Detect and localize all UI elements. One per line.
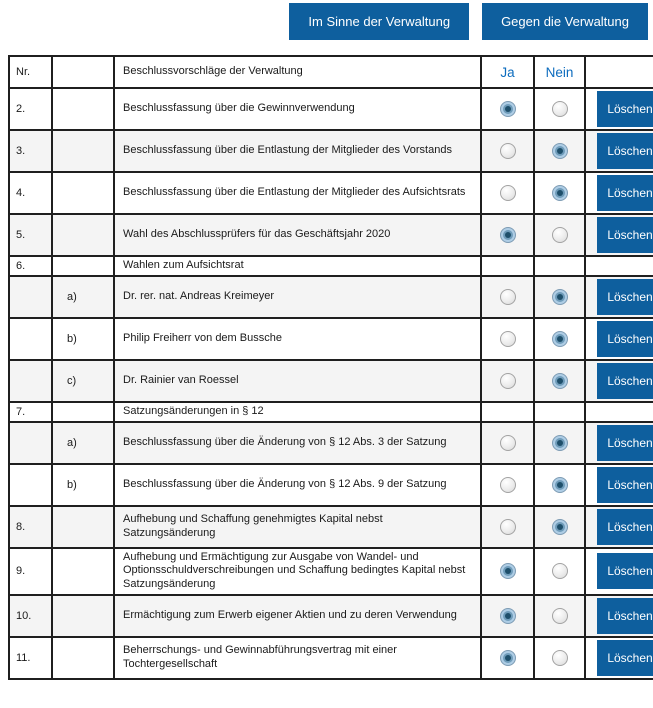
table-row	[9, 506, 653, 548]
nein-cell	[534, 276, 585, 318]
delete-button[interactable]: Löschen	[597, 425, 653, 461]
row-number: 6.	[9, 256, 52, 276]
delete-button[interactable]: Löschen	[597, 175, 653, 211]
proposal-text: Aufhebung und Ermächtigung zur Ausgabe von Wandel- und Optionsschuldverschreibungen und Schaffung bedingtes Kapital nebst Satzungsänderung	[114, 548, 481, 595]
ja-cell	[481, 422, 534, 464]
table-row	[9, 88, 653, 130]
nein-cell	[534, 172, 585, 214]
group-row	[9, 256, 653, 276]
nein-radio[interactable]	[552, 435, 568, 451]
delete-button[interactable]: Löschen	[597, 279, 653, 315]
action-cell	[585, 172, 653, 214]
radio-dot-icon	[505, 232, 511, 238]
ja-cell	[481, 360, 534, 402]
proposal-text: Aufhebung und Schaffung genehmigtes Kapital nebst Satzungsänderung	[114, 506, 481, 548]
table-row	[9, 464, 653, 506]
radio-dot-icon	[557, 190, 563, 196]
nein-cell	[534, 548, 585, 595]
im-sinne-der-verwaltung-button[interactable]: Im Sinne der Verwaltung	[289, 3, 469, 40]
row-number	[9, 276, 52, 318]
nein-radio[interactable]	[552, 373, 568, 389]
nein-radio[interactable]	[552, 519, 568, 535]
ja-cell	[481, 318, 534, 360]
proposal-text: Beherrschungs- und Gewinnabführungsvertrag mit einer Tochtergesellschaft	[114, 637, 481, 679]
bulk-vote-buttons	[0, 0, 653, 40]
table-row	[9, 548, 653, 595]
nein-cell	[534, 256, 585, 276]
row-number: 11.	[9, 637, 52, 679]
delete-button[interactable]: Löschen	[597, 363, 653, 399]
radio-dot-icon	[505, 613, 511, 619]
row-letter	[52, 214, 114, 256]
nein-cell	[534, 318, 585, 360]
table-row	[9, 130, 653, 172]
group-row	[9, 402, 653, 422]
nein-cell	[534, 637, 585, 679]
action-cell	[585, 214, 653, 256]
column-header-nein: Nein	[534, 56, 585, 88]
table-row	[9, 318, 653, 360]
radio-dot-icon	[505, 106, 511, 112]
delete-button[interactable]: Löschen	[597, 133, 653, 169]
row-letter	[52, 130, 114, 172]
radio-dot-icon	[557, 378, 563, 384]
action-cell	[585, 88, 653, 130]
proposal-text: Satzungsänderungen in § 12	[114, 402, 481, 422]
radio-dot-icon	[557, 336, 563, 342]
proposal-text: Beschlussfassung über die Entlastung der Mitglieder des Vorstands	[114, 130, 481, 172]
ja-radio[interactable]	[500, 185, 516, 201]
row-number: 5.	[9, 214, 52, 256]
radio-dot-icon	[557, 440, 563, 446]
nein-cell	[534, 130, 585, 172]
action-cell	[585, 318, 653, 360]
row-letter	[52, 172, 114, 214]
nein-radio[interactable]	[552, 563, 568, 579]
row-letter	[52, 506, 114, 548]
nein-cell	[534, 402, 585, 422]
proposals-table	[8, 55, 653, 680]
proposal-text: Beschlussfassung über die Entlastung der Mitglieder des Aufsichtsrats	[114, 172, 481, 214]
proposal-text: Wahl des Abschlussprüfers für das Geschäftsjahr 2020	[114, 214, 481, 256]
row-number	[9, 422, 52, 464]
proposal-text: Dr. rer. nat. Andreas Kreimeyer	[114, 276, 481, 318]
column-header-proposals: Beschlussvorschläge der Verwaltung	[114, 56, 481, 88]
row-number: 10.	[9, 595, 52, 637]
row-letter	[52, 595, 114, 637]
row-number: 2.	[9, 88, 52, 130]
delete-button[interactable]: Löschen	[597, 509, 653, 545]
row-number	[9, 464, 52, 506]
nein-radio[interactable]	[552, 650, 568, 666]
table-row	[9, 172, 653, 214]
nein-radio[interactable]	[552, 143, 568, 159]
row-number: 7.	[9, 402, 52, 422]
row-letter	[52, 88, 114, 130]
delete-button[interactable]: Löschen	[597, 598, 653, 634]
delete-button[interactable]: Löschen	[597, 321, 653, 357]
action-cell	[585, 506, 653, 548]
action-cell	[585, 637, 653, 679]
ja-radio[interactable]	[500, 227, 516, 243]
proposal-text: Beschlussfassung über die Gewinnverwendung	[114, 88, 481, 130]
row-letter: b)	[52, 464, 114, 506]
proposal-text: Philip Freiherr von dem Bussche	[114, 318, 481, 360]
ja-cell	[481, 276, 534, 318]
delete-button[interactable]: Löschen	[597, 553, 653, 589]
ja-radio[interactable]	[500, 289, 516, 305]
proposal-text: Dr. Rainier van Roessel	[114, 360, 481, 402]
row-number: 8.	[9, 506, 52, 548]
row-letter: c)	[52, 360, 114, 402]
action-cell	[585, 402, 653, 422]
ja-cell	[481, 130, 534, 172]
ja-radio[interactable]	[500, 608, 516, 624]
nein-radio[interactable]	[552, 185, 568, 201]
ja-cell	[481, 595, 534, 637]
row-letter	[52, 637, 114, 679]
row-letter: b)	[52, 318, 114, 360]
radio-dot-icon	[557, 524, 563, 530]
ja-cell	[481, 464, 534, 506]
ja-cell	[481, 506, 534, 548]
nein-cell	[534, 464, 585, 506]
row-letter	[52, 402, 114, 422]
ja-radio[interactable]	[500, 435, 516, 451]
proposal-text: Wahlen zum Aufsichtsrat	[114, 256, 481, 276]
ja-radio[interactable]	[500, 519, 516, 535]
gegen-die-verwaltung-button[interactable]: Gegen die Verwaltung	[482, 3, 648, 40]
action-cell	[585, 548, 653, 595]
row-number: 4.	[9, 172, 52, 214]
delete-button[interactable]: Löschen	[597, 467, 653, 503]
proposal-text: Beschlussfassung über die Änderung von § 12 Abs. 9 der Satzung	[114, 464, 481, 506]
radio-dot-icon	[505, 568, 511, 574]
column-header-action	[585, 56, 653, 88]
row-letter	[52, 256, 114, 276]
table-row	[9, 595, 653, 637]
ja-cell	[481, 172, 534, 214]
nein-radio[interactable]	[552, 608, 568, 624]
table-row	[9, 360, 653, 402]
delete-button[interactable]: Löschen	[597, 217, 653, 253]
ja-cell	[481, 214, 534, 256]
action-cell	[585, 256, 653, 276]
action-cell	[585, 595, 653, 637]
nein-radio[interactable]	[552, 289, 568, 305]
nein-cell	[534, 214, 585, 256]
column-header-letter	[52, 56, 114, 88]
ja-cell	[481, 256, 534, 276]
ja-radio[interactable]	[500, 563, 516, 579]
table-row	[9, 637, 653, 679]
proposal-text: Beschlussfassung über die Änderung von § 12 Abs. 3 der Satzung	[114, 422, 481, 464]
nein-cell	[534, 422, 585, 464]
ja-radio[interactable]	[500, 373, 516, 389]
ja-radio[interactable]	[500, 650, 516, 666]
delete-button[interactable]: Löschen	[597, 91, 653, 127]
ja-radio[interactable]	[500, 101, 516, 117]
ja-cell	[481, 88, 534, 130]
delete-button[interactable]: Löschen	[597, 640, 653, 676]
nein-radio[interactable]	[552, 477, 568, 493]
row-letter: a)	[52, 276, 114, 318]
radio-dot-icon	[557, 148, 563, 154]
radio-dot-icon	[557, 482, 563, 488]
ja-radio[interactable]	[500, 143, 516, 159]
proposal-text: Ermächtigung zum Erwerb eigener Aktien und zu deren Verwendung	[114, 595, 481, 637]
ja-cell	[481, 637, 534, 679]
table-row	[9, 276, 653, 318]
nein-cell	[534, 360, 585, 402]
nein-cell	[534, 506, 585, 548]
row-letter: a)	[52, 422, 114, 464]
nein-radio[interactable]	[552, 331, 568, 347]
nein-cell	[534, 88, 585, 130]
action-cell	[585, 422, 653, 464]
radio-dot-icon	[505, 655, 511, 661]
action-cell	[585, 464, 653, 506]
column-header-nr: Nr.	[9, 56, 52, 88]
ja-cell	[481, 548, 534, 595]
action-cell	[585, 130, 653, 172]
row-number	[9, 318, 52, 360]
row-number: 9.	[9, 548, 52, 595]
radio-dot-icon	[557, 294, 563, 300]
row-letter	[52, 548, 114, 595]
nein-radio[interactable]	[552, 227, 568, 243]
ja-cell	[481, 402, 534, 422]
nein-radio[interactable]	[552, 101, 568, 117]
table-header-row	[9, 56, 653, 88]
action-cell	[585, 276, 653, 318]
row-number: 3.	[9, 130, 52, 172]
action-cell	[585, 360, 653, 402]
table-row	[9, 422, 653, 464]
ja-radio[interactable]	[500, 331, 516, 347]
row-number	[9, 360, 52, 402]
nein-cell	[534, 595, 585, 637]
column-header-ja: Ja	[481, 56, 534, 88]
ja-radio[interactable]	[500, 477, 516, 493]
table-row	[9, 214, 653, 256]
